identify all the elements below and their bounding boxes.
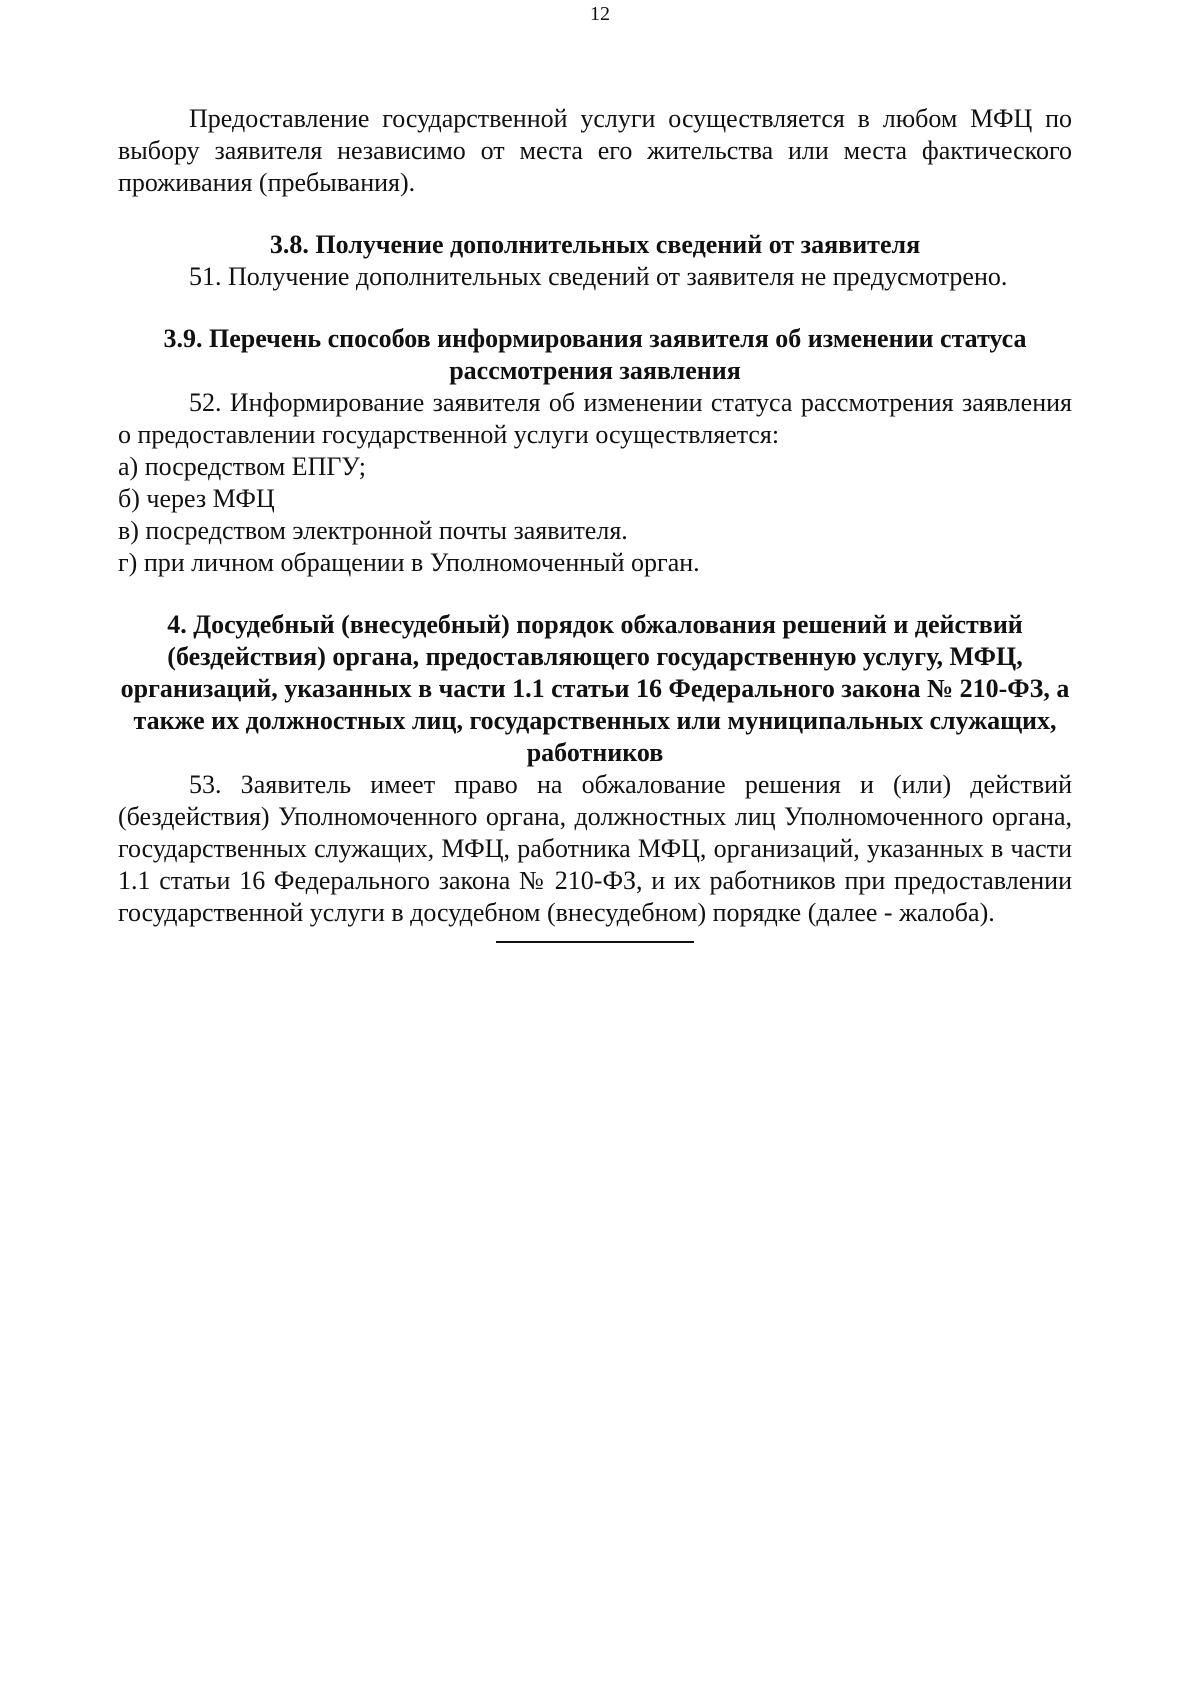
section-4-heading: 4. Досудебный (внесудебный) порядок обжалования решений и действий (бездействия) органа, предоставляющего государственную услугу, МФЦ, организаций, указанных в части 1.1 статьи 16 Федерального закона № 210-ФЗ, а также их должностных лиц, государственных или муниципальных служащих, работников [120,610,1070,767]
paragraph-52: 52. Информирование заявителя об изменении статуса рассмотрения заявления о предоставлении государственной услуги осуществляется: [118,388,1072,449]
informing-methods-list [118,451,1072,579]
paragraph-51: 51. Получение дополнительных сведений от заявителя не предусмотрено. [189,262,1008,291]
list-item: б) через МФЦ [118,484,275,513]
section-3-8-heading: 3.8. Получение дополнительных сведений от заявителя [269,230,921,259]
section-3-9-heading: 3.9. Перечень способов информирования заявителя об изменении статуса рассмотрения заявления [163,324,1027,385]
page-number: 12 [590,3,610,25]
list-item: г) при личном обращении в Уполномоченный орган. [118,548,700,577]
end-divider [496,941,694,943]
list-item: в) посредством электронной почты заявителя. [118,516,628,545]
document-body [118,103,1072,943]
paragraph-53: 53. Заявитель имеет право на обжалование решения и (или) действий (бездействия) Уполномоченного органа, должностных лиц Уполномоченного органа, государственных служащих, МФЦ, работника МФЦ, организаций, указанных в части 1.1 статьи 16 Федерального закона № 210-ФЗ, и их работников при предоставлении государственной услуги в досудебном (внесудебном) порядке (далее - жалоба). [118,770,1072,927]
list-item: а) посредством ЕПГУ; [118,452,367,481]
intro-paragraph: Предоставление государственной услуги осуществляется в любом МФЦ по выбору заявителя независимо от места его жительства или места фактического проживания (пребывания). [118,104,1072,197]
